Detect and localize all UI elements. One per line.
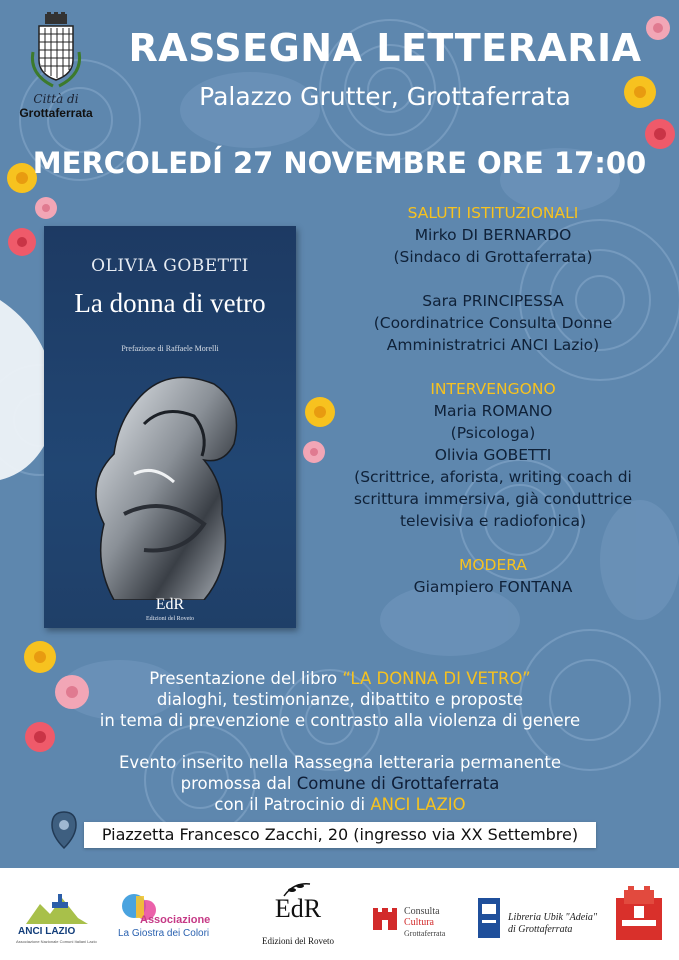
ubik-line1: Libreria Ubik "Adeia" [508,912,598,923]
speaker-name: Maria ROMANO [433,402,553,420]
presentation-book-title: “LA DONNA DI VETRO” [342,669,531,688]
edr-mark: EdR [274,894,322,923]
event-organizer: Comune di Grottaferrata [296,774,500,793]
ubik-logo [478,898,500,938]
event-prefix: promossa dal [180,774,297,793]
consulta-line1: Consulta [404,906,440,917]
intervengono-header: INTERVENGONO [430,380,556,398]
poster-title: RASSEGNA LETTERARIA [128,26,642,70]
comune-logo [10,12,102,120]
event-program [318,202,668,598]
speaker-role: (Psicologa) [450,424,536,442]
ubik-label [508,912,597,936]
event-line: Evento inserito nella Rassegna letteraria permanente [119,753,561,772]
moderator-name: Giampiero FONTANA [413,578,573,596]
location-pin-icon [50,810,78,850]
poster-subtitle: Palazzo Grutter, Grottaferrata [199,82,571,111]
speaker-role: (Coordinatrice Consulta Donne [373,314,613,332]
giostra-line2: La Giostra dei Colori [118,928,210,939]
speaker-name: Olivia GOBETTI [434,446,552,464]
presentation-line: dialoghi, testimonianze, dibattito e proposte [156,690,524,709]
anci-lazio-logo [22,890,92,926]
event-date: MERCOLEDÍ 27 NOVEMBRE ORE 17:00 [32,146,647,180]
speaker-name: Sara PRINCIPESSA [422,292,564,310]
book-preface: Prefazione di Raffaele Morelli [121,344,219,353]
book-cover [44,226,296,628]
address-text: Piazzetta Francesco Zacchi, 20 (ingresso via XX Settembre) [101,825,579,844]
anci-label: ANCI LAZIO [18,926,76,937]
book-publisher-mark [44,598,296,626]
speaker-name: Mirko DI BERNARDO [414,226,572,244]
statue-figure-illustration [74,364,266,600]
presentation-prefix: Presentazione del libro [149,669,343,688]
speaker-role: scrittura immersiva, già conduttrice [353,490,633,508]
citta-logo [616,886,662,940]
logo-city-label: Città di [33,92,79,106]
edr-name: Edizioni del Roveto [262,936,334,946]
modera-header: MODERA [458,556,528,574]
ubik-line2: di Grottaferrata [508,924,573,935]
speaker-role: televisiva e radiofonica) [399,512,586,530]
consulta-line3: Grottaferrata [404,929,446,938]
presentation-text [20,668,660,731]
event-info [20,752,660,815]
giostra-line1: Associazione [140,914,211,926]
saluti-header: SALUTI ISTITUZIONALI [407,204,579,222]
crest-icon [27,12,85,90]
book-publisher-name: Edizioni del Roveto [146,616,194,622]
event-prefix: con il Patrocinio di [214,795,371,814]
speaker-role: (Scrittrice, aforista, writing coach di [354,468,632,486]
book-author: OLIVIA GOBETTI [91,256,249,276]
book-publisher-initials: EdR [155,596,185,613]
book-title: La donna di vetro [74,288,266,318]
presentation-line: in tema di prevenzione e contrasto alla violenza di genere [99,711,581,730]
speaker-role: Amministratrici ANCI Lazio) [386,336,600,354]
event-patron: ANCI LAZIO [370,795,466,814]
anci-sub: Associazione Nazionale Comuni Italiani Lazio [16,939,97,944]
speaker-role: (Sindaco di Grottaferrata) [393,248,593,266]
address-bar [84,822,596,848]
logo-city-name: Grottaferrata [19,106,93,120]
consulta-logo [404,906,445,939]
consulta-castle-icon [370,902,400,932]
sponsor-footer [0,868,679,960]
consulta-line2: Cultura [404,917,434,928]
